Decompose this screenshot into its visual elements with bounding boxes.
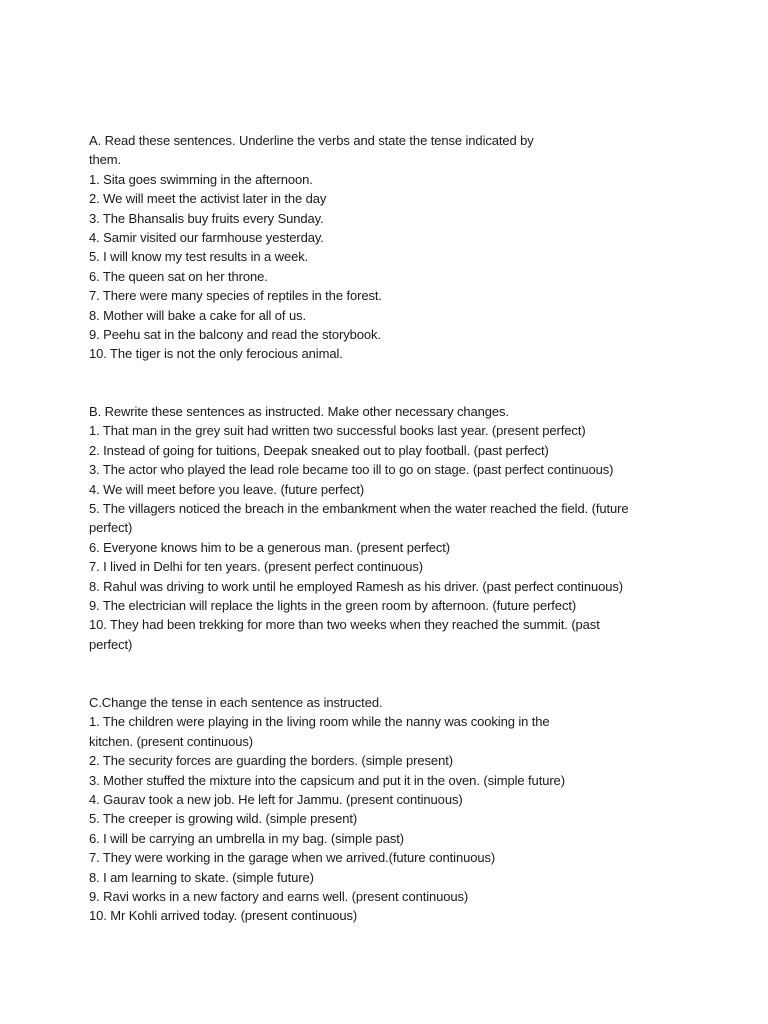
section-b: [89, 402, 689, 654]
section-a-item: 10. The tiger is not the only ferocious animal.: [89, 346, 343, 362]
section-b-item: 10. They had been trekking for more than two weeks when they reached the summit. (past: [89, 617, 600, 633]
section-b-item: 8. Rahul was driving to work until he employed Ramesh as his driver. (past perfect continuous): [89, 578, 623, 594]
section-b-item: 5. The villagers noticed the breach in the embankment when the water reached the field. (future: [89, 501, 629, 517]
section-c-item: 6. I will be carrying an umbrella in my bag. (simple past): [89, 830, 404, 846]
section-a-heading-continued: them.: [89, 152, 122, 168]
section-a: [89, 131, 689, 364]
section-c-item: 9. Ravi works in a new factory and earns well. (present continuous): [89, 889, 469, 905]
section-a-item: 5. I will know my test results in a week.: [89, 249, 309, 265]
section-c-item-continued: kitchen. (present continuous): [89, 733, 254, 749]
section-a-item: 6. The queen sat on her throne.: [89, 268, 268, 284]
section-c-item: 2. The security forces are guarding the borders. (simple present): [89, 753, 453, 769]
section-a-item: 3. The Bhansalis buy fruits every Sunday.: [89, 210, 324, 226]
section-c-item: 7. They were working in the garage when we arrived.(future continuous): [89, 850, 496, 866]
section-a-item: 2. We will meet the activist later in the day: [89, 191, 327, 207]
section-c: [89, 693, 689, 926]
section-b-heading: B. Rewrite these sentences as instructed. Make other necessary changes.: [89, 404, 509, 419]
section-a-item: 9. Peehu sat in the balcony and read the storybook.: [89, 327, 381, 343]
section-c-item: 5. The creeper is growing wild. (simple present): [89, 811, 358, 827]
section-a-item: 4. Samir visited our farmhouse yesterday.: [89, 230, 324, 246]
section-c-item: 3. Mother stuffed the mixture into the capsicum and put it in the oven. (simple future): [89, 772, 565, 788]
section-b-item: 2. Instead of going for tuitions, Deepak sneaked out to play football. (past perfect): [89, 442, 549, 458]
section-b-item-continued: perfect): [89, 520, 133, 536]
section-c-item: 4. Gaurav took a new job. He left for Jammu. (present continuous): [89, 792, 463, 808]
section-a-item: 7. There were many species of reptiles in the forest.: [89, 288, 382, 304]
section-b-item-continued: perfect): [89, 636, 133, 652]
section-a-item: 8. Mother will bake a cake for all of us.: [89, 307, 307, 323]
section-b-item: 4. We will meet before you leave. (future perfect): [89, 481, 365, 497]
section-b-item: 1. That man in the grey suit had written two successful books last year. (present perfect): [89, 423, 586, 439]
section-b-item: 9. The electrician will replace the lights in the green room by afternoon. (future perfect): [89, 598, 577, 614]
section-c-heading: C.Change the tense in each sentence as instructed.: [89, 695, 383, 710]
section-b-item: 3. The actor who played the lead role became too ill to go on stage. (past perfect continuous): [89, 462, 614, 478]
section-b-item: 7. I lived in Delhi for ten years. (present perfect continuous): [89, 559, 424, 575]
section-c-item: 10. Mr Kohli arrived today. (present continuous): [89, 908, 358, 924]
section-a-item: 1. Sita goes swimming in the afternoon.: [89, 171, 313, 187]
section-c-item: 8. I am learning to skate. (simple future): [89, 869, 314, 885]
section-a-heading: A. Read these sentences. Underline the verbs and state the tense indicated by: [89, 133, 534, 148]
section-b-item: 6. Everyone knows him to be a generous man. (present perfect): [89, 539, 450, 555]
section-c-item: 1. The children were playing in the living room while the nanny was cooking in the: [89, 714, 550, 730]
